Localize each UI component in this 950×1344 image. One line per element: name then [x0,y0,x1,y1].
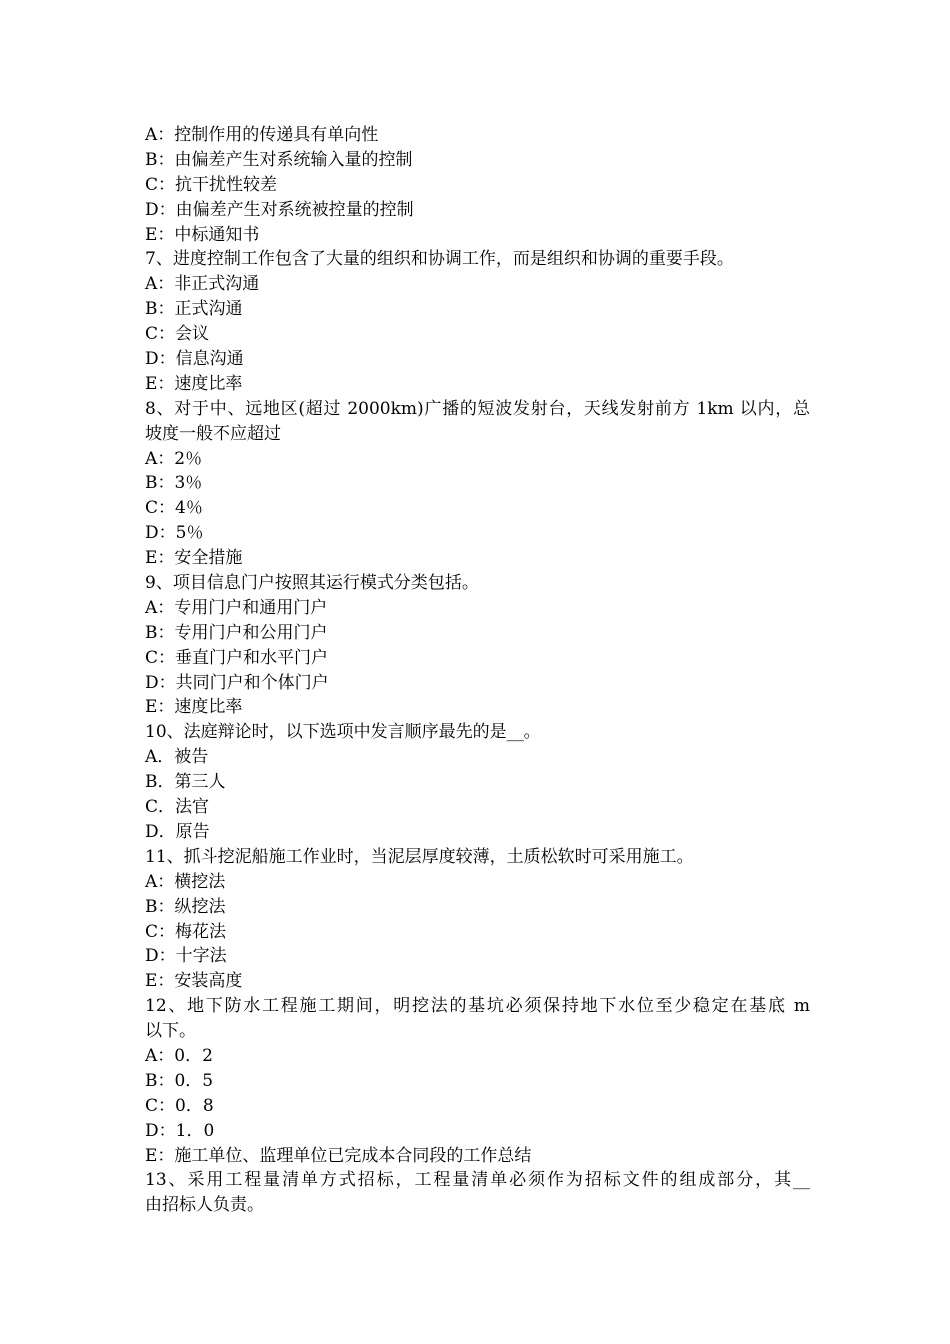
text-line: 坡度一般不应超过 [145,423,281,444]
text-line: 7、进度控制工作包含了大量的组织和协调工作，而是组织和协调的重要手段。 [145,249,734,270]
text-line: C．法官 [145,797,210,818]
text-line: A：0．2 [145,1045,213,1066]
text-line: A：2％ [145,448,203,469]
text-line: B：纵挖法 [145,896,226,917]
text-line: D：5％ [145,523,204,544]
text-line: D：信息沟通 [145,349,244,370]
text-line: 11、抓斗挖泥船施工作业时，当泥层厚度较薄，土质松软时可采用施工。 [145,846,694,867]
text-line: B：正式沟通 [145,299,243,320]
text-line: 10、法庭辩论时，以下选项中发言顺序最先的是__。 [145,722,541,743]
text-line: E：速度比率 [145,697,243,718]
text-line: B．第三人 [145,772,226,793]
text-line: C：垂直门户和水平门户 [145,647,329,668]
document-body [145,123,810,1218]
text-line: E：速度比率 [145,373,243,394]
text-line: C：梅花法 [145,921,227,942]
text-line: 以下。 [145,1021,196,1042]
text-line: C：抗干扰性较差 [145,174,278,195]
text-line: C：0．8 [145,1095,214,1116]
text-line: B：专用门户和公用门户 [145,622,328,643]
text-line: E：安全措施 [145,548,243,569]
text-line: 由招标人负责。 [145,1195,264,1216]
text-line: E：施工单位、监理单位已完成本合同段的工作总结 [145,1145,532,1166]
text-line: B：0．5 [145,1070,214,1091]
text-line: A：横挖法 [145,871,226,892]
text-line: A：非正式沟通 [145,274,260,295]
text-line: A．被告 [145,747,209,768]
text-line: C：会议 [145,324,210,345]
text-line: A：控制作用的传递具有单向性 [145,125,379,145]
text-line: 13、采用工程量清单方式招标，工程量清单必须作为招标文件的组成部分，其__ [145,1170,810,1191]
text-line: 9、项目信息门户按照其运行模式分类包括。 [145,573,479,594]
text-line: B：由偏差产生对系统输入量的控制 [145,149,413,170]
text-line: B：3％ [145,473,203,494]
text-line: C：4％ [145,498,203,519]
text-line: E：安装高度 [145,971,243,992]
text-line: D：共同门户和个体门户 [145,672,329,693]
text-line: E：中标通知书 [145,224,260,245]
text-line: D：1．0 [145,1120,215,1141]
text-line: D：十字法 [145,946,227,967]
text-line: 8、对于中、远地区(超过 2000km)广播的短波发射台，天线发射前方 1km 以内，总 [145,398,810,419]
text-line: 12、地下防水工程施工期间，明挖法的基坑必须保持地下水位至少稳定在基底 m [145,996,810,1017]
text-line: D：由偏差产生对系统被控量的控制 [145,199,414,220]
text-line: A：专用门户和通用门户 [145,597,328,618]
text-line: D．原告 [145,821,210,842]
